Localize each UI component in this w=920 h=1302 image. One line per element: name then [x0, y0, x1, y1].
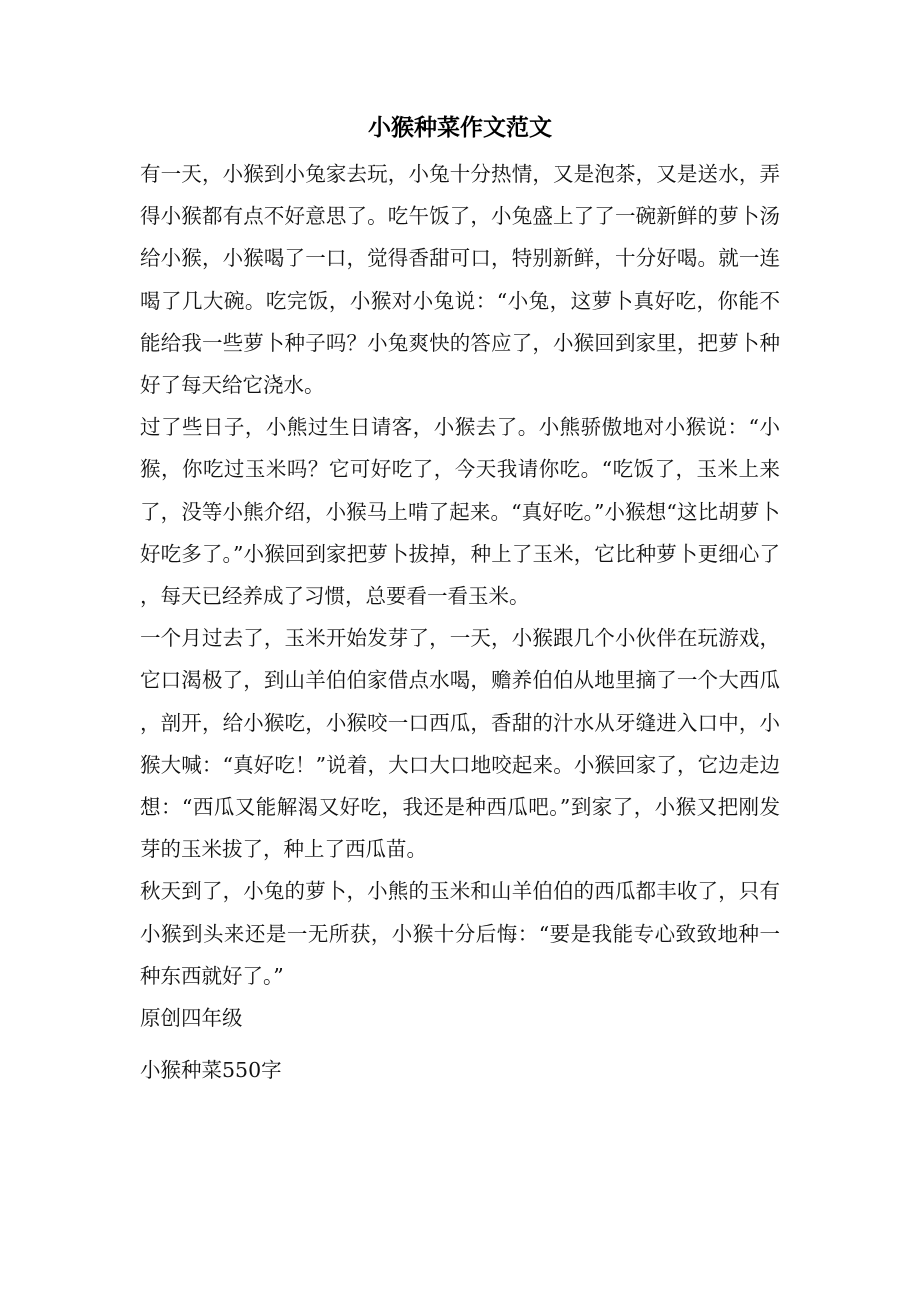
paragraph-4: 秋天到了，小兔的萝卜，小熊的玉米和山羊伯伯的西瓜都丰收了，只有小猴到头来还是一无所获，小猴十分后悔：“要是我能专心致致地种一种东西就好了。”: [140, 879, 780, 988]
word-count-label: 小猴种菜550字: [140, 1058, 282, 1083]
grade-label: 原创四年级: [140, 1006, 243, 1031]
paragraph-3: 一个月过去了，玉米开始发芽了，一天，小猴跟几个小伙伴在玩游戏，它口渴极了，到山羊伯伯家借点水喝，赡养伯伯从地里摘了一个大西瓜，剖开，给小猴吃，小猴咬一口西瓜，香甜的汁水从牙缝进入口中，小猴大喊：“真好吃！”说着，大口大口地咬起来。小猴回家了，它边走边想：“西瓜又能解渴又好吃，我还是种西瓜吧。”到家了，小猴又把刚发芽的玉米拔了，种上了西瓜苗。: [140, 626, 780, 862]
document-body: [140, 153, 780, 1091]
paragraph-1: 有一天，小猴到小兔家去玩，小兔十分热情，又是泡茶，又是送水，弄得小猴都有点不好意思了。吃午饭了，小兔盛上了了一碗新鲜的萝卜汤给小猴，小猴喝了一口，觉得香甜可口，特别新鲜，十分好喝。就一连喝了几大碗。吃完饭，小猴对小兔说：“小兔，这萝卜真好吃，你能不能给我一些萝卜种子吗？小兔爽快的答应了，小猴回到家里，把萝卜种好了每天给它浇水。: [140, 162, 780, 398]
paragraph-2: 过了些日子，小熊过生日请客，小猴去了。小熊骄傲地对小猴说：“小猴，你吃过玉米吗？它可好吃了，今天我请你吃。“吃饭了，玉米上来了，没等小熊介绍，小猴马上啃了起来。“真好吃。”小猴想“这比胡萝卜好吃多了。”小猴回到家把萝卜拔掉，种上了玉米，它比种萝卜更细心了，每天已经养成了习惯，总要看一看玉米。: [140, 415, 780, 609]
spacer: [140, 1039, 780, 1049]
document-title: 小猴种菜作文范文: [368, 114, 552, 141]
